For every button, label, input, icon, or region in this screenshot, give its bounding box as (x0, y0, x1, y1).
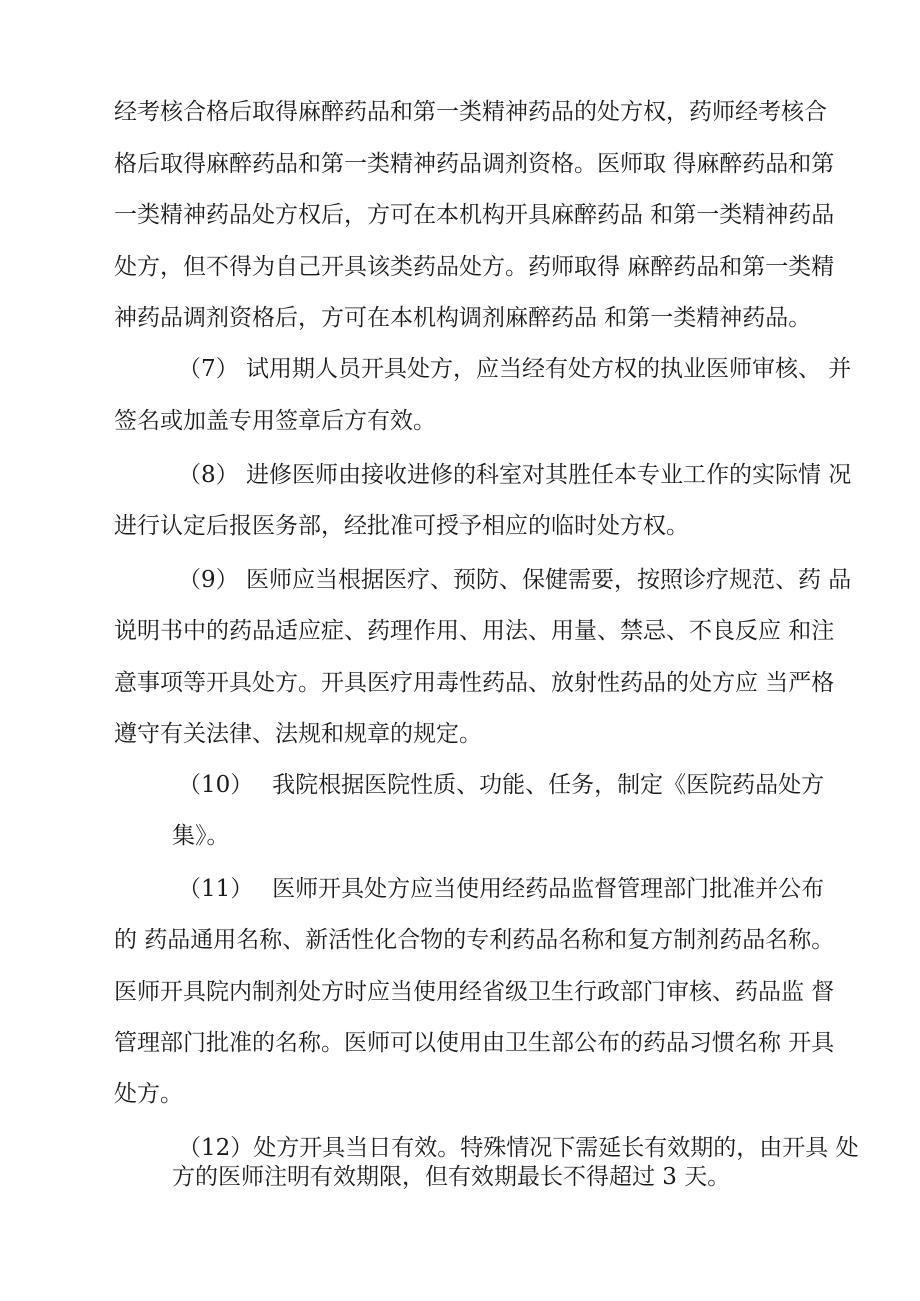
text-line: 一类精神药品处方权后，方可在本机构开具麻醉药品 和第一类精神药品 (114, 202, 835, 228)
text-line: （9） 医师应当根据医疗、预防、保健需要，按照诊疗规范、药 品 (178, 567, 852, 593)
text-line: 说明书中的药品适应症、药理作用、用法、用量、禁忌、不良反应 和注 (114, 618, 835, 644)
text-line: 意事项等开具处方。开具医疗用毒性药品、放射性药品的处方应 当严格 (114, 670, 835, 696)
text-line: 遵守有关法律、法规和规章的规定。 (114, 721, 482, 747)
text-line: 医师开具院内制剂处方时应当使用经省级卫生行政部门审核、药品监 督 (114, 979, 835, 1005)
text-line: 签名或加盖专用签章后方有效。 (114, 408, 436, 434)
text-line: 处方。 (114, 1081, 183, 1107)
text-line: 管理部门批准的名称。医师可以使用由卫生部公布的药品习惯名称 开具 (114, 1030, 835, 1056)
text-line: （7） 试用期人员开具处方，应当经有处方权的执业医师审核、 并 (178, 356, 852, 382)
text-line: 进行认定后报医务部，经批准可授予相应的临时处方权。 (114, 513, 689, 539)
text-line: 格后取得麻醉药品和第一类精神药品调剂资格。医师取 得麻醉药品和第 (114, 151, 835, 177)
text-line: 神药品调剂资格后，方可在本机构调剂麻醉药品 和第一类精神药品。 (114, 305, 812, 331)
text-line: 经考核合格后取得麻醉药品和第一类精神药品的处方权，药师经考核合 (114, 99, 827, 125)
text-line: 处方，但不得为自己开具该类药品处方。药师取得 麻醉药品和第一类精 (114, 254, 835, 280)
text-line: （10） 我院根据医院性质、功能、任务，制定《医院药品处方 (178, 772, 825, 798)
text-line: 方的医师注明有效期限，但有效期最长不得超过 3 天。 (172, 1164, 731, 1190)
text-line: （12）处方开具当日有效。特殊情况下需延长有效期的，由开具 处 (178, 1135, 859, 1161)
text-line: （11） 医师开具处方应当使用经药品监督管理部门批准并公布 (178, 876, 825, 902)
text-line: 的 药品通用名称、新活性化合物的专利药品名称和复方制剂药品名称。 (114, 927, 835, 953)
text-line: 集》。 (172, 823, 230, 849)
text-line: （8） 进修医师由接收进修的科室对其胜任本专业工作的实际情 况 (178, 462, 852, 488)
